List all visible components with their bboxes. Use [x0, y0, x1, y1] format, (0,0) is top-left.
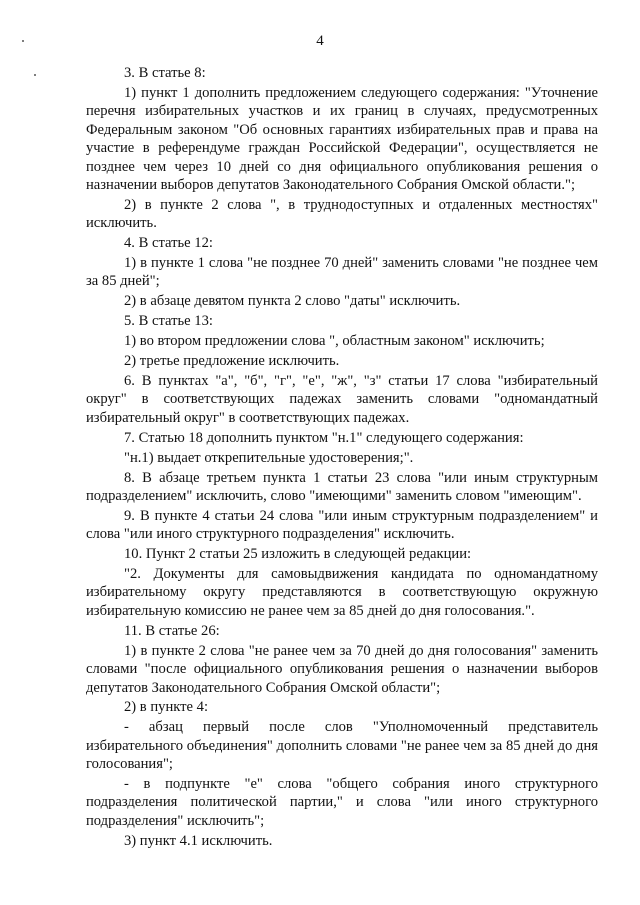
paragraph-article-26-item-3: 3) пункт 4.1 исключить.: [124, 832, 273, 849]
paragraph-article-13-item-1: 1) во втором предложении слова ", областным законом" исключить;: [124, 333, 545, 350]
paragraph-article-26-item-2: 2) в пункте 4:: [124, 699, 209, 716]
paragraph-article-17: 6. В пунктах "а", "б", "г", "е", "ж", "з" статьи 17 слова "избирательный округ" в соответствующих падежах заменить словами "одномандатный избирательный округ" в соответствующих падежах.: [86, 373, 598, 426]
scan-speck: [34, 74, 36, 76]
paragraph-article-26-heading: 11. В статье 26:: [124, 622, 220, 639]
paragraph-article-8-heading: 3. В статье 8:: [124, 65, 206, 81]
paragraph-article-24: 9. В пункте 4 статьи 24 слова "или иным структурным подразделением" и слова "или иного структурного подразделения" исключить.: [86, 507, 598, 543]
paragraph-article-18: 7. Статью 18 дополнить пунктом "н.1" следующего содержания:: [124, 429, 524, 446]
paragraph-article-23: 8. В абзаце третьем пункта 1 статьи 23 слова "или иным структурным подразделением" исключить, слово "имеющими" заменить словом "имеющим".: [86, 469, 598, 504]
paragraph-article-8-item-1: 1) пункт 1 дополнить предложением следующего содержания: "Уточнение перечня избирательных участков и их границ в случаях, предусмотренных Федеральным законом "Об основных гарантиях избирательных прав и права на участие в референдуме граждан Российской Федерации", осуществляется не позднее чем через 10 дней со дня официального опубликования решения о назначении выборов депутатов Законодательного Собрания Омской области.";: [86, 84, 598, 193]
paragraph-article-18-quote: "н.1) выдает открепительные удостоверения;".: [124, 449, 414, 466]
paragraph-article-25-heading: 10. Пункт 2 статьи 25 изложить в следующей редакции:: [124, 546, 472, 563]
scan-speck: [22, 40, 24, 42]
paragraph-article-26-item-1: 1) в пункте 2 слова "не ранее чем за 70 дней до дня голосования" заменить словами "после официального опубликования решения о назначении выборов депутатов Законодательного Собрания Омской области";: [86, 642, 598, 696]
paragraph-article-12-item-2: 2) в абзаце девятом пункта 2 слово "даты" исключить.: [124, 293, 461, 310]
paragraph-article-12-item-1: 1) в пункте 1 слова "не позднее 70 дней" заменить словами "не позднее чем за 85 дней";: [86, 255, 598, 290]
paragraph-article-12-heading: 4. В статье 12:: [124, 235, 213, 252]
paragraph-article-8-item-2: 2) в пункте 2 слова ", в труднодоступных и отдаленных местностях" исключить.: [86, 196, 598, 232]
paragraph-article-26-item-2-dash-1: - абзац первый после слов "Уполномоченный представитель избирательного объединения" дополнить словами "не ранее чем за 85 дней до дня голосования";: [86, 719, 598, 773]
paragraph-article-13-item-2: 2) третье предложение исключить.: [124, 353, 340, 370]
document-body: [86, 64, 598, 852]
paragraph-article-26-item-2-dash-2: - в подпункте "е" слова "общего собрания иного структурного подразделения политической партии," и слова "или иного структурного подразделения" исключить";: [86, 776, 598, 829]
paragraph-article-13-heading: 5. В статье 13:: [124, 313, 213, 330]
paragraph-article-25-quote: "2. Документы для самовыдвижения кандидата по одномандатному избирательному округу представляются в соответствующую окружную избирательную комиссию не ранее чем за 85 дней до дня голосования.".: [86, 566, 598, 619]
page-number: 4: [316, 33, 324, 49]
